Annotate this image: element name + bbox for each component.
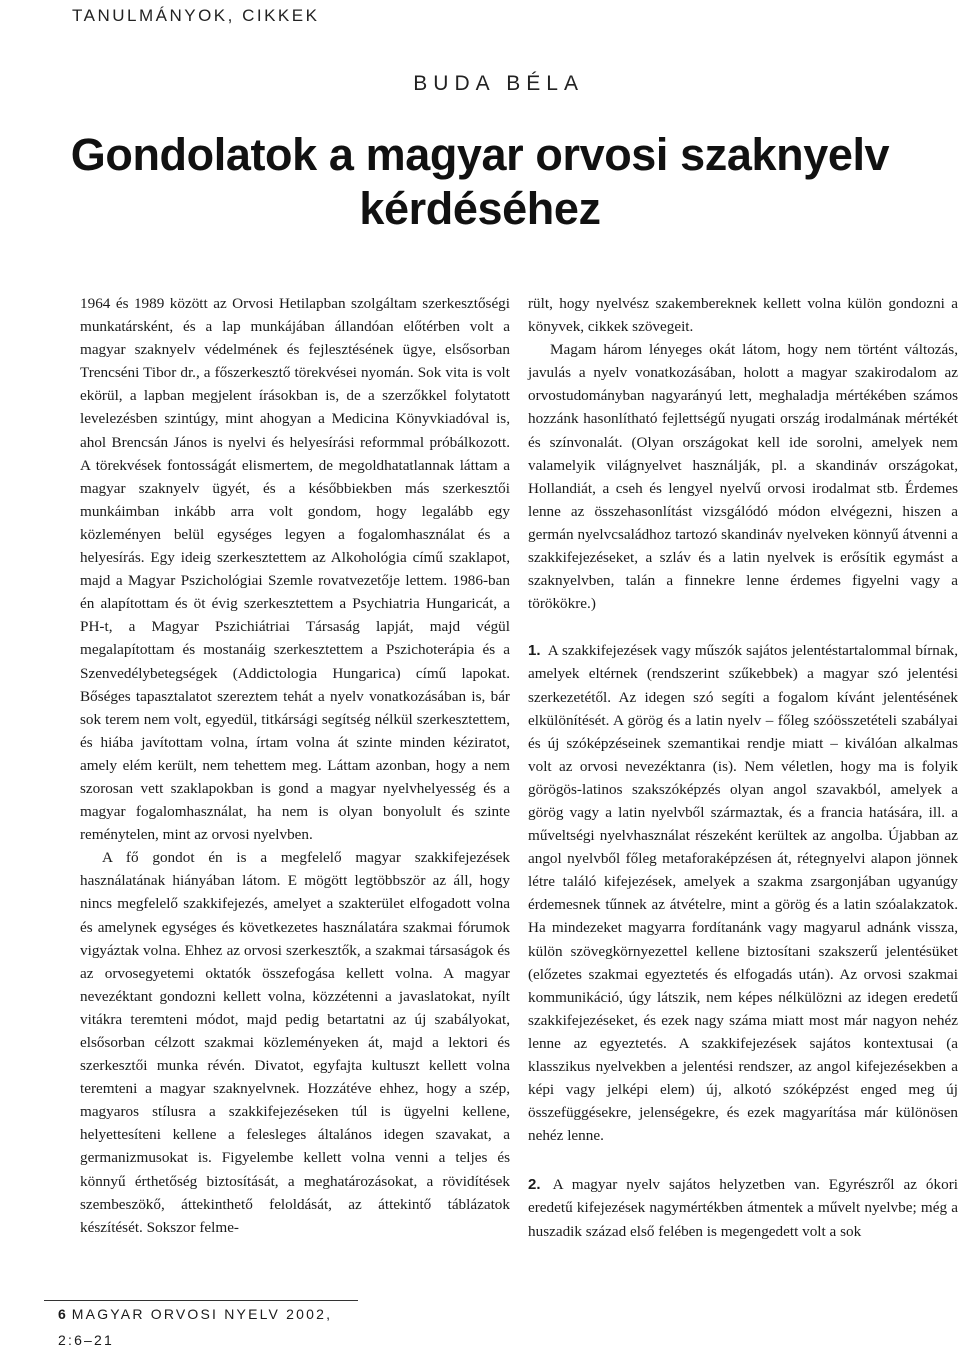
paragraph: 1964 és 1989 között az Orvosi Hetilapban szolgáltam szerkesztőségi munkatársként, és a lap munkájában állandóan előtérben volt a magyar szaknyelv védelmének és fejlesztésének ügye, elsősorban Trencséni Tibor dr., a főszerkesztő törekvései nyomán. Sok vita is volt ekörül, a lapban megjelent írásokban is, de a szerzőkkel folytatott levelezésben szintúgy, mint ahogyan a Medicina Könyvkiadóval is, ahol Brencsán János is nyelvi és helyesírási reformmal próbálkozott. A törekvések fontosságát elismertem, de megoldhatatlannak láttam a magyar szaknyelv ügyét, és a későbbiekben más szerkesztői munkáimban inkább arra volt gondom, hogy legalább egy közleményen belül egységes legyen a fogalomhasználat és a helyesírás. Egy ideig szerkesztettem az Alkohológia című szaklapot, majd a Magyar Pszichológiai Szemle rovatvezetője lettem. 1986-ban én alapítottam és öt évig szerkesztettem a Psychiatria Hungaricát, a PH-t, a Magyar Pszichiátriai Társaság lapját, majd végül megalapítottam és mostanáig szerkesztettem a Pszichoterápia és a Szenvedélybetegségek (Addictologia Hungarica) című lapokat. Bőséges tapasztalatot szereztem tehát a nyelv vonatkozásában is, bár sok terem nem volt, egyedül, titkársági segítség nélkül szerkesztettem, és hiába javítottam volna, írtam volna át szinte minden kéziratot, amely elém került, nem tehettem meg. Láttam azonban, hogy a nem szorosan vett szaklapokban is gond a magyar nyelvhelyesség és a magyar fogalomhasználat, ha nem is olyan bonyolult és szinte reménytelen, mint az orvosi nyelvben.	[80, 295, 510, 844]
page-footer	[44, 1300, 358, 1348]
numbered-section-2	[528, 1173, 958, 1242]
section-number: 1.	[528, 642, 541, 660]
paragraph: rült, hogy nyelvész szakembereknek kellett volna külön gondozni a könyvek, cikkek szövegeit.	[528, 295, 958, 336]
paragraph: A fő gondot én is a megfelelő magyar szakkifejezések használatának hiányában látom. E mögött legtöbbször az áll, hogy nincs megfelelő szakkifejezés, amelyet a szakterület elfogadott volna és amelynek egységes és következetes használatára szakmai fórumok vigyáztak volna. Ehhez az orvosi szerkesztők, a szakmai társaságok és az orvosegyetemi oktatók összefogása kellett volna. A magyar nevezéktant gondozni kellett volna, közzétenni a javaslatokat, nyílt vitákra teremteni módot, majd pedig betartatni az új szabályokat, elsősorban célzott szakmai közleményeken át, majd a lektori és szerkesztői munka révén. Divatot, egyfajta kultuszt kellett volna teremteni a magyar szaknyelvnek. Hozzátéve ehhez, hogy a szép, magyaros stílusra a szakkifejezéseken túl is ügyelni kellene, helyettesíteni kellene a felesleges általános idegen szavakat, a germanizmusokat is. Figyelembe kellett volna venni a teljes és könnyű érthetőség biztosítását, a meghatározásokat, a rövidítések szembeszökő, áttekinthető feloldását, az áttekintő táblázatok készítését. Sokszor felme-	[80, 849, 510, 1236]
section-text: A magyar nyelv sajátos helyzetben van. Egyrészről az ókori eredetű kifejezések nagymértékben átmentek a művelt nyelvbe; még a huszadik század első felében is megengedett volt a sok	[528, 1176, 958, 1240]
page-number: 6	[58, 1306, 66, 1322]
journal-citation: MAGYAR ORVOSI NYELV 2002, 2:6–21	[58, 1306, 333, 1348]
section-text: A szakkifejezések vagy műszók sajátos jelentéstartalommal bírnak, amelyek eltérnek (rendszerint szűkebbek) a magyar szó jelentési szerkezetétől. Az idegen szó segíti a fogalom kívánt jelentésének elkülönítését. A görög és a latin nyelv – főleg szóösszetételi szabályai és új szóképzéseinek szemantikai rendje miatt – kiválóan alkalmas volt az orvosi nevezéktanra (is). Nem véletlen, hogy ma is folyik görögös-latinos szakszóképzés olyan angol szavakból, amelyek a görög vagy a latin nyelvből származtak, és a francia hatására, ill. a műveltségi nyelvhasználat részeként kerültek az angolba. Újabban az angol nyelvből főleg metaforaképzésen át, rétegnyelvi alapon jönnek létre találó kifejezések, amelyek a szakma zsargonjában ugyanúgy érdemesnek tűnnek az átvételre, mint a görög és a latin szóalakzatok. Ha mindezeket magyarra fordítanánk vagy magyarul adnánk vissza, külön szövegkörnyezettel kellene biztosítani szakszerű jelentésüket (előzetes szakmai egyeztetés és elfogadás után). Az orvosi szakmai kommunikáció, úgy látszik, nem képes nélkülözni az idegen eredetű szakkifejezéseket, és ezek nagy száma miatt most már nagyon nehéz lenne az egyeztetés. A szakkifejezések sajátos kontextusai (a klasszikus nyelvekben a jelentési rendszer, az angol kifejezésekben a képi vagy jelképi elem) új, alkotó szóképzést enged meg új összefüggésekre, jelenségekre, és ezek magyarítása már különösen nehéz lenne.	[528, 642, 958, 1145]
section-label: TANULMÁNYOK, CIKKEK	[72, 6, 320, 25]
body-column-left	[80, 292, 510, 1239]
numbered-section-1	[528, 639, 958, 1147]
author-name: BUDA BÉLA	[413, 72, 584, 95]
article-title: Gondolatok a magyar orvosi szaknyelv kérdéséhez	[70, 129, 890, 234]
body-column-right	[528, 292, 958, 1243]
paragraph: Magam három lényeges okát látom, hogy nem történt változás, javulás a nyelv vonatkozásában, holott a magyar szakirodalom az orvostudományban nagyarányú lett, meghaladja mértékében számos hozzánk hasonlítható fejlettségű nyugati ország irodalmának mértékét és színvonalát. (Olyan országokat kell ide sorolni, amelyek nem valamelyik világnyelvet használják, pl. a skandináv országokat, Hollandiát, a cseh és lengyel nyelvű orvosi irodalmat stb. Érdemes lenne az összehasonlítást vizsgálódó módon elvégezni, hiszen a germán nyelvcsaládhoz tartozó skandináv nyelveken könnyű átvenni a szakkifejezéseket, a szláv és a latin nyelvek is erősítik egymást a szaknyelvben, talán a finnekre lenne érdemes figyelni vagy a törökökre.)	[528, 341, 958, 613]
section-number: 2.	[528, 1176, 541, 1194]
